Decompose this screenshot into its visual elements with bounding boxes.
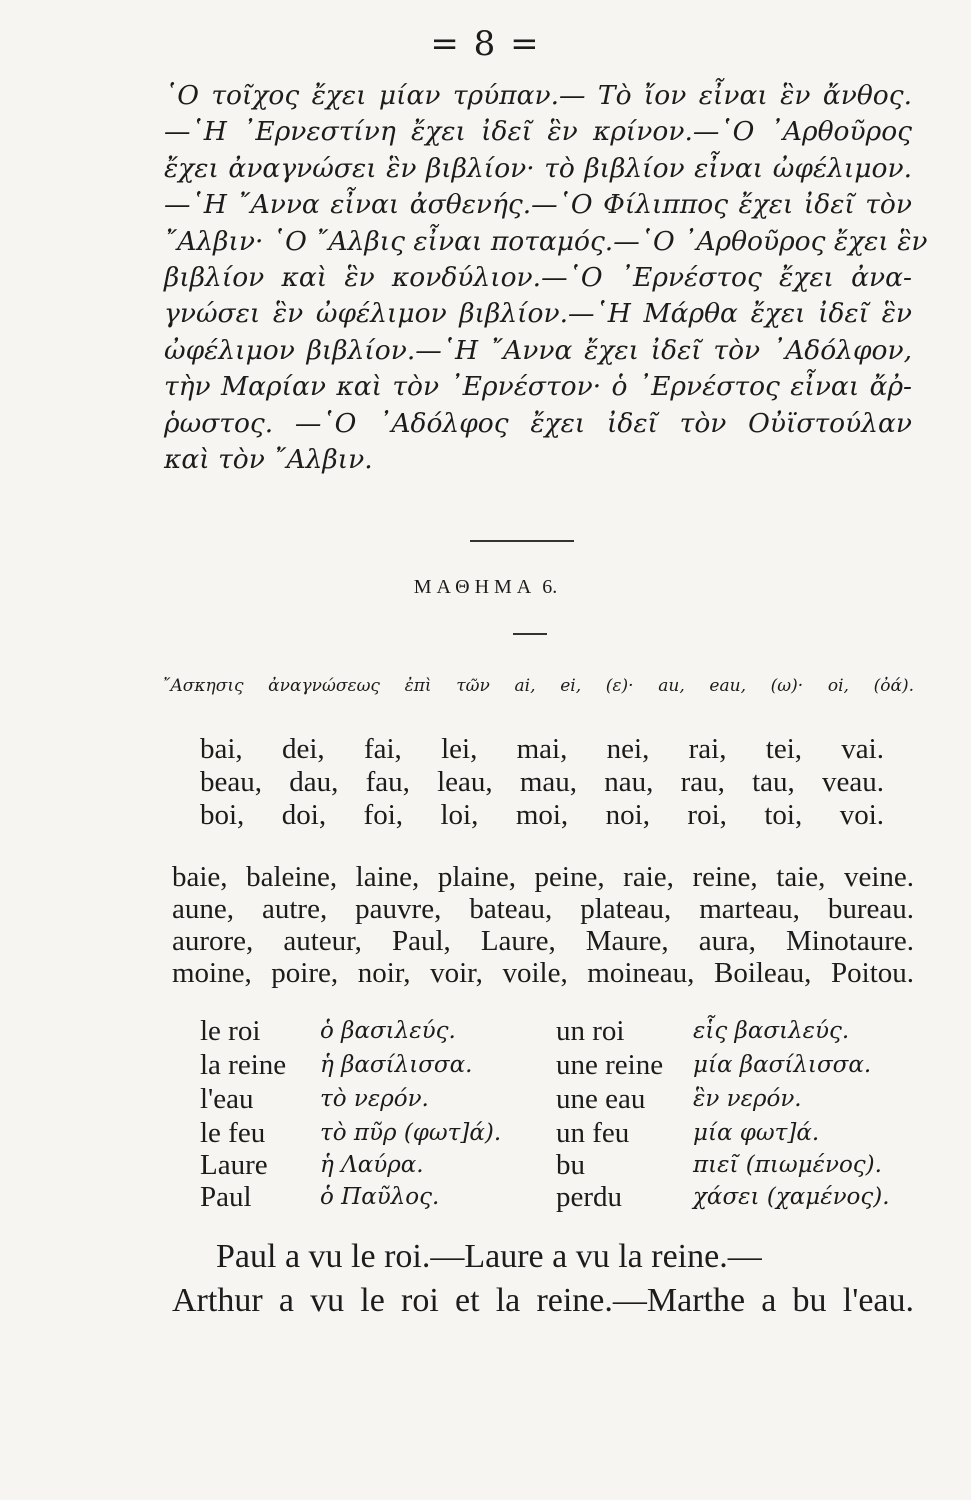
greek-line: —῾Η ῎Αννα εἶναι ἀσθενής.—῾Ο Φίλιππος ἔχει ἰδεῖ τὸν [164, 189, 912, 221]
vocab-greek: τὸ πῦρ (φωτ]ά). [320, 1120, 502, 1146]
vocab-greek-2: ἓν νερόν. [693, 1086, 802, 1112]
syllable-row: beau, dau, fau, leau, mau, nau, rau, tau, veau. [200, 766, 884, 798]
vocab-french-2: un roi [556, 1015, 625, 1047]
vocab-greek: ὁ Παῦλος. [320, 1184, 440, 1210]
word-row: baie, baleine, laine, plaine, peine, raie, reine, taie, veine. [172, 861, 914, 893]
greek-line: τὴν Μαρίαν καὶ τὸν ᾿Ερνέστον· ὁ ᾿Ερνέστος εἶναι ἄῤ- [164, 371, 912, 403]
greek-line: ὠφέλιμον βιβλίον.—῾Η ῎Αννα ἔχει ἰδεῖ τὸν ᾿Αδόλφον, [164, 334, 912, 366]
vocab-greek-2: χάσει (χαμένος). [693, 1184, 890, 1210]
greek-line: γνώσει ἓν ὠφέλιμον βιβλίον.—῾Η Μάρθα ἔχει ἰδεῖ ἓν [164, 298, 912, 330]
vocab-french: Paul [200, 1181, 252, 1213]
greek-reading-paragraph [164, 78, 928, 478]
vocab-french: le roi [200, 1015, 261, 1047]
vocab-greek: ὁ βασιλεύς. [320, 1018, 456, 1044]
exercise-heading: ῎Ασκησις ἀναγνώσεως ἐπὶ τῶν ai, ei, (ε)· au, eau, (ω)· oi, (ὀά). [162, 676, 914, 696]
vocab-french-2: perdu [556, 1181, 623, 1213]
word-row: aune, autre, pauvre, bateau, plateau, marteau, bureau. [172, 893, 914, 925]
vocab-french: la reine [200, 1049, 287, 1081]
syllable-row: bai, dei, fai, lei, mai, nei, rai, tei, vai. [200, 733, 884, 765]
vocab-greek-2: μία φωτ]ά. [693, 1120, 820, 1146]
vocab-french: Laure [200, 1149, 268, 1181]
example-sentence: Paul a vu le roi.—Laure a vu la reine.— [216, 1238, 762, 1275]
vocab-greek: ἡ Λαύρα. [320, 1152, 424, 1178]
greek-line: ῎Αλβιν· ῾Ο ῎Αλβις εἶναι ποταμός.—῾Ο ᾿Αρθοῦρος ἔχει ἓν [164, 225, 928, 257]
vocab-greek-2: πιεῖ (πιωμένος). [693, 1152, 882, 1178]
vocab-greek-2: μία βασίλισσα. [693, 1052, 872, 1078]
vocab-french: le feu [200, 1117, 266, 1149]
lesson-number: 6. [542, 576, 558, 598]
greek-line: βιβλίον καὶ ἓν κονδύλιον.—῾Ο ᾿Ερνέστος ἔχει ἀνα- [164, 262, 912, 294]
title-underline [513, 633, 547, 635]
word-row: aurore, auteur, Paul, Laure, Maure, aura, Minotaure. [172, 925, 914, 957]
greek-line: ἔχει ἀναγνώσει ἓν βιβλίον· τὸ βιβλίον εἶναι ὠφέλιμον. [164, 152, 912, 184]
vocab-greek: ἡ βασίλισσα. [320, 1052, 473, 1078]
section-divider [470, 540, 574, 542]
vocab-greek-2: εἷς βασιλεύς. [693, 1018, 850, 1044]
example-sentence: Arthur a vu le roi et la reine.—Marthe a bu l'eau. [172, 1282, 914, 1319]
lesson-title [0, 576, 971, 599]
vocab-french: l'eau [200, 1083, 254, 1115]
greek-line: ῾Ο τοῖχος ἔχει μίαν τρύπαν.— Τὸ ἴον εἶναι ἓν ἄνθος. [164, 80, 912, 111]
vocab-greek: τὸ νερόν. [320, 1086, 429, 1112]
word-row: moine, poire, noir, voir, voile, moineau, Boileau, Poitou. [172, 957, 914, 989]
greek-line: ῥωστος. —῾Ο ᾿Αδόλφος ἔχει ἰδεῖ τὸν Οὐϊστούλαν [164, 407, 912, 439]
vocab-french-2: un feu [556, 1117, 630, 1149]
lesson-title-text: ΜΑΘΗΜΑ [413, 576, 537, 598]
vocab-french-2: bu [556, 1149, 585, 1181]
greek-line: καὶ τὸν ῎Αλβιν. [164, 444, 373, 476]
syllable-row: boi, doi, foi, loi, moi, noi, roi, toi, voi. [200, 799, 884, 831]
page-number: = 8 = [430, 24, 541, 64]
vocab-french-2: une eau [556, 1083, 646, 1115]
greek-line: —῾Η ᾿Ερνεστίνη ἔχει ἰδεῖ ἓν κρίνον.—῾Ο ᾿Αρθοῦρος [164, 116, 912, 148]
vocab-french-2: une reine [556, 1049, 664, 1081]
